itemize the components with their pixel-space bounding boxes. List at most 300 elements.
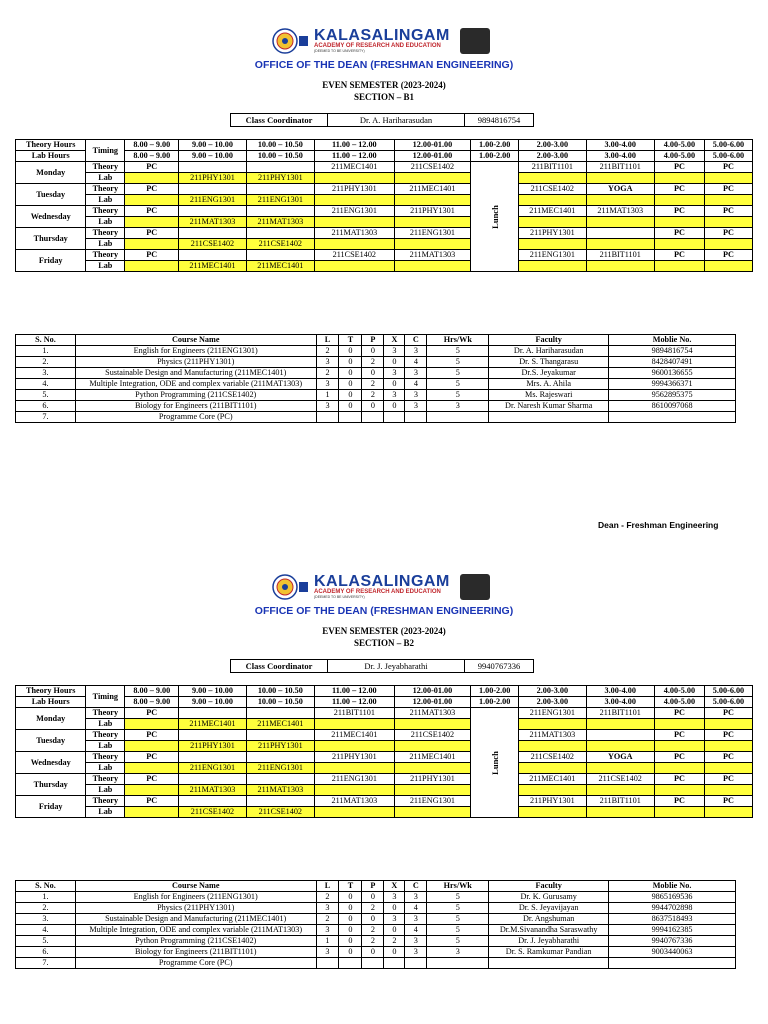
course-header-hrs: Hrs/Wk	[427, 335, 489, 346]
day-label: Friday	[16, 250, 86, 272]
timetable-cell	[246, 206, 314, 217]
course-faculty: Dr. K. Gurusamy	[489, 892, 609, 903]
course-x: 2	[384, 936, 405, 947]
timetable-cell	[179, 206, 246, 217]
course-t: 0	[339, 914, 362, 925]
course-x: 0	[384, 925, 405, 936]
course-x	[384, 412, 405, 423]
lunch-cell	[471, 162, 519, 272]
course-c: 4	[405, 357, 427, 368]
course-hrs: 5	[427, 936, 489, 947]
slot-header: 2.00-3.00	[519, 151, 586, 162]
course-faculty	[489, 412, 609, 423]
timetable-cell: 211MAT1303	[315, 228, 395, 239]
timetable-cell: 211MEC1401	[315, 162, 395, 173]
timetable-cell: 211MEC1401	[394, 184, 471, 195]
timetable-cell	[654, 261, 704, 272]
row-type: Theory	[86, 162, 125, 173]
timetable-cell	[179, 730, 246, 741]
course-sno: 2.	[16, 357, 76, 368]
course-header-x: X	[384, 881, 405, 892]
slot-header: 12.00-01.00	[394, 697, 471, 708]
slot-header: 4.00-5.00	[654, 151, 704, 162]
seal-icon	[272, 574, 310, 600]
timetable-cell: 211ENG1301	[394, 796, 471, 807]
course-header-sno: S. No.	[16, 335, 76, 346]
day-label: Wednesday	[16, 752, 86, 774]
course-header-mobile: Moblie No.	[609, 335, 736, 346]
course-mobile: 8610097068	[609, 401, 736, 412]
timetable-cell: 211CSE1402	[246, 807, 314, 818]
course-c: 3	[405, 936, 427, 947]
slot-header: 1.00-2.00	[471, 140, 519, 151]
timetable-cell: PC	[654, 184, 704, 195]
timetable-cell	[125, 173, 179, 184]
course-l: 3	[316, 357, 339, 368]
timetable-cell	[315, 807, 395, 818]
course-x: 3	[384, 390, 405, 401]
theory-hours-label: Theory Hours	[16, 140, 86, 151]
course-p: 0	[362, 892, 384, 903]
course-mobile	[609, 958, 736, 969]
timetable-cell	[394, 173, 471, 184]
institution-subtitle: ACADEMY OF RESEARCH AND EDUCATION	[314, 43, 441, 49]
timetable-cell: PC	[125, 250, 179, 261]
course-faculty: Dr. S. Jeyavijayan	[489, 903, 609, 914]
course-mobile: 8637518493	[609, 914, 736, 925]
course-mobile: 9562895375	[609, 390, 736, 401]
slot-header: 5.00-6.00	[704, 140, 752, 151]
timetable-cell	[586, 217, 654, 228]
timetable-cell	[246, 752, 314, 763]
timetable-cell	[586, 228, 654, 239]
timetable-cell	[179, 752, 246, 763]
course-p	[362, 958, 384, 969]
institution-name: KALASALINGAM	[314, 27, 450, 44]
timetable-cell	[125, 807, 179, 818]
timetable-cell	[704, 785, 752, 796]
slot-header: 3.00-4.00	[586, 686, 654, 697]
timetable-cell: 211MAT1303	[394, 250, 471, 261]
timetable-cell	[586, 730, 654, 741]
slot-header: 10.00 – 10.50	[246, 151, 314, 162]
timetable-cell	[246, 708, 314, 719]
timetable-cell	[315, 785, 395, 796]
timetable-cell: 211ENG1301	[315, 206, 395, 217]
course-x: 3	[384, 892, 405, 903]
timetable-cell: PC	[654, 228, 704, 239]
timing-label: Timing	[86, 686, 125, 708]
timetable-cell	[315, 763, 395, 774]
course-header-faculty: Faculty	[489, 881, 609, 892]
timetable-cell	[704, 741, 752, 752]
course-x	[384, 958, 405, 969]
timetable-cell: PC	[125, 774, 179, 785]
coordinator-name: Dr. A. Hariharasudan	[328, 114, 465, 127]
slot-header: 12.00-01.00	[394, 140, 471, 151]
course-t: 0	[339, 346, 362, 357]
course-header-c: C	[405, 335, 427, 346]
timetable-cell: 211PHY1301	[519, 228, 586, 239]
timetable-cell: 211PHY1301	[179, 173, 246, 184]
course-l: 3	[316, 401, 339, 412]
timetable-cell	[315, 239, 395, 250]
timetable-cell: PC	[654, 774, 704, 785]
timetable-grid	[15, 139, 753, 272]
timetable-cell: 211CSE1402	[246, 239, 314, 250]
timetable-cell	[315, 741, 395, 752]
timetable-cell: 211ENG1301	[246, 763, 314, 774]
course-t: 0	[339, 368, 362, 379]
timetable-section	[0, 28, 768, 448]
course-t: 0	[339, 892, 362, 903]
row-type: Theory	[86, 250, 125, 261]
timetable-cell: 211CSE1402	[519, 184, 586, 195]
timetable-cell: 211ENG1301	[394, 228, 471, 239]
timetable-cell: PC	[125, 796, 179, 807]
course-header-l: L	[316, 335, 339, 346]
timetable-cell: 211MEC1401	[246, 719, 314, 730]
course-mobile: 9600136655	[609, 368, 736, 379]
coordinator-phone: 9940767336	[465, 660, 534, 673]
course-hrs: 5	[427, 390, 489, 401]
timetable-cell	[654, 741, 704, 752]
timetable-cell	[586, 195, 654, 206]
timetable-cell: 211ENG1301	[246, 195, 314, 206]
timetable-cell	[394, 807, 471, 818]
course-t: 0	[339, 947, 362, 958]
timetable-cell: YOGA	[586, 184, 654, 195]
timetable-cell: 211PHY1301	[246, 173, 314, 184]
timetable-cell: 211BIT1101	[315, 708, 395, 719]
timetable-cell	[179, 162, 246, 173]
semester-title: EVEN SEMESTER (2023-2024)	[322, 80, 446, 90]
timetable-cell	[179, 228, 246, 239]
row-type: Lab	[86, 173, 125, 184]
timetable-cell: 211PHY1301	[315, 752, 395, 763]
course-header-name: Course Name	[75, 881, 316, 892]
timetable-cell: 211MAT1303	[586, 206, 654, 217]
theory-hours-label: Theory Hours	[16, 686, 86, 697]
slot-header: 9.00 – 10.00	[179, 140, 246, 151]
timetable-cell	[179, 184, 246, 195]
timetable-cell: PC	[125, 752, 179, 763]
slot-header: 2.00-3.00	[519, 686, 586, 697]
timetable-cell: 211CSE1402	[586, 774, 654, 785]
timetable-cell: 211BIT1101	[586, 162, 654, 173]
timetable-cell	[179, 708, 246, 719]
timetable-grid	[15, 685, 753, 818]
course-p: 2	[362, 936, 384, 947]
course-name: Sustainable Design and Manufacturing (211MEC1401)	[75, 914, 316, 925]
course-faculty: Dr. J. Jeyabharathi	[489, 936, 609, 947]
course-hrs: 5	[427, 914, 489, 925]
course-name: Programme Core (PC)	[75, 958, 316, 969]
timetable-cell	[125, 785, 179, 796]
office-title: OFFICE OF THE DEAN (FRESHMAN ENGINEERING)	[254, 605, 514, 617]
course-p: 2	[362, 903, 384, 914]
timetable-cell	[654, 173, 704, 184]
course-header-c: C	[405, 881, 427, 892]
slot-header: 2.00-3.00	[519, 697, 586, 708]
course-name: Physics (211PHY1301)	[75, 357, 316, 368]
course-mobile: 9994162385	[609, 925, 736, 936]
course-l: 2	[316, 892, 339, 903]
slot-header: 5.00-6.00	[704, 151, 752, 162]
day-label: Wednesday	[16, 206, 86, 228]
course-l: 3	[316, 379, 339, 390]
timetable-cell: PC	[704, 730, 752, 741]
timetable-cell	[519, 261, 586, 272]
course-t	[339, 412, 362, 423]
course-c: 3	[405, 892, 427, 903]
lunch-label: Lunch	[489, 204, 500, 229]
slot-header: 10.00 – 10.50	[246, 140, 314, 151]
course-header-t: T	[339, 881, 362, 892]
slot-header: 4.00-5.00	[654, 697, 704, 708]
course-x: 0	[384, 947, 405, 958]
timetable-cell: 211MEC1401	[519, 774, 586, 785]
timetable-cell	[394, 763, 471, 774]
course-sno: 2.	[16, 903, 76, 914]
course-p: 2	[362, 390, 384, 401]
timetable-cell: 211ENG1301	[315, 774, 395, 785]
course-sno: 4.	[16, 925, 76, 936]
course-header-sno: S. No.	[16, 881, 76, 892]
course-header-t: T	[339, 335, 362, 346]
timetable-cell	[246, 162, 314, 173]
course-c: 3	[405, 390, 427, 401]
timetable-cell	[704, 763, 752, 774]
timetable-cell	[394, 261, 471, 272]
course-t: 0	[339, 936, 362, 947]
timetable-cell	[519, 719, 586, 730]
timetable-cell: PC	[704, 708, 752, 719]
timetable-cell: PC	[704, 250, 752, 261]
slot-header: 1.00-2.00	[471, 151, 519, 162]
timetable-cell: 211MAT1303	[179, 217, 246, 228]
timetable-cell: 211PHY1301	[315, 184, 395, 195]
slot-header: 11.00 – 12.00	[315, 140, 395, 151]
day-label: Thursday	[16, 774, 86, 796]
timetable-cell	[125, 195, 179, 206]
class-coordinator-table	[230, 659, 534, 673]
slot-header: 12.00-01.00	[394, 151, 471, 162]
course-faculty: Dr. Angshuman	[489, 914, 609, 925]
row-type: Lab	[86, 807, 125, 818]
course-sno: 1.	[16, 346, 76, 357]
slot-header: 9.00 – 10.00	[179, 697, 246, 708]
timetable-cell: PC	[704, 228, 752, 239]
row-type: Lab	[86, 741, 125, 752]
timetable-cell	[246, 774, 314, 785]
course-x: 3	[384, 368, 405, 379]
course-t: 0	[339, 357, 362, 368]
course-t	[339, 958, 362, 969]
course-faculty	[489, 958, 609, 969]
section-title: SECTION – B1	[353, 92, 415, 102]
institution-logo	[272, 574, 494, 600]
course-mobile: 9940767336	[609, 936, 736, 947]
slot-header: 3.00-4.00	[586, 151, 654, 162]
course-hrs	[427, 958, 489, 969]
course-c: 4	[405, 925, 427, 936]
timetable-cell	[586, 807, 654, 818]
course-x: 0	[384, 357, 405, 368]
timetable-cell: PC	[125, 206, 179, 217]
timing-label: Timing	[86, 140, 125, 162]
course-c: 4	[405, 903, 427, 914]
timetable-cell	[394, 785, 471, 796]
timetable-cell: YOGA	[586, 752, 654, 763]
timetable-section	[0, 574, 768, 994]
timetable-cell	[125, 719, 179, 730]
course-c: 3	[405, 346, 427, 357]
course-hrs: 3	[427, 401, 489, 412]
course-l: 2	[316, 914, 339, 925]
timetable-cell: 211CSE1402	[394, 162, 471, 173]
timetable-cell: PC	[654, 206, 704, 217]
timetable-cell	[246, 796, 314, 807]
course-l	[316, 958, 339, 969]
timetable-cell: 211PHY1301	[394, 206, 471, 217]
slot-header: 8.00 – 9.00	[125, 697, 179, 708]
timetable-cell: 211CSE1402	[519, 752, 586, 763]
course-mobile: 9003440063	[609, 947, 736, 958]
course-c: 3	[405, 947, 427, 958]
course-header-faculty: Faculty	[489, 335, 609, 346]
timetable-cell: 211MEC1401	[519, 206, 586, 217]
course-mobile: 9994366371	[609, 379, 736, 390]
timetable-cell: 211MEC1401	[315, 730, 395, 741]
course-c: 3	[405, 401, 427, 412]
timetable-cell: 211PHY1301	[179, 741, 246, 752]
course-p: 2	[362, 357, 384, 368]
timetable-cell	[704, 261, 752, 272]
timetable-cell: 211BIT1101	[586, 250, 654, 261]
row-type: Lab	[86, 719, 125, 730]
slot-header: 4.00-5.00	[654, 686, 704, 697]
course-header-name: Course Name	[75, 335, 316, 346]
timetable-cell	[315, 173, 395, 184]
slot-header: 10.00 – 10.50	[246, 686, 314, 697]
founder-portrait	[460, 28, 490, 54]
timetable-cell: 211PHY1301	[246, 741, 314, 752]
row-type: Theory	[86, 796, 125, 807]
slot-header: 11.00 – 12.00	[315, 697, 395, 708]
timetable-cell	[394, 741, 471, 752]
course-header-mobile: Moblie No.	[609, 881, 736, 892]
course-t: 0	[339, 390, 362, 401]
timetable-cell	[315, 217, 395, 228]
timetable-cell	[704, 195, 752, 206]
seal-icon	[272, 28, 310, 54]
course-x: 0	[384, 903, 405, 914]
timetable-cell: 211ENG1301	[179, 763, 246, 774]
timetable-cell: 211MAT1303	[246, 217, 314, 228]
timetable-cell	[246, 730, 314, 741]
timetable-cell: PC	[704, 162, 752, 173]
timetable-cell: 211BIT1101	[519, 162, 586, 173]
row-type: Theory	[86, 774, 125, 785]
timetable-cell	[394, 719, 471, 730]
timetable-cell	[125, 741, 179, 752]
timetable-cell	[394, 217, 471, 228]
timetable-cell: 211MEC1401	[179, 719, 246, 730]
institution-subtitle: ACADEMY OF RESEARCH AND EDUCATION	[314, 589, 441, 595]
course-name: Biology for Engineers (211BIT1101)	[75, 401, 316, 412]
slot-header: 8.00 – 9.00	[125, 686, 179, 697]
course-faculty: Dr. S. Ramkumar Pandian	[489, 947, 609, 958]
timetable-cell: PC	[654, 796, 704, 807]
course-hrs: 5	[427, 903, 489, 914]
timetable-cell: PC	[704, 184, 752, 195]
day-label: Friday	[16, 796, 86, 818]
course-faculty: Dr.S. Jeyakumar	[489, 368, 609, 379]
course-faculty: Dr. A. Hariharasudan	[489, 346, 609, 357]
course-p: 0	[362, 947, 384, 958]
course-p: 0	[362, 368, 384, 379]
course-sno: 7.	[16, 412, 76, 423]
course-l: 3	[316, 947, 339, 958]
course-t: 0	[339, 379, 362, 390]
timetable-cell	[519, 785, 586, 796]
timetable-cell: 211ENG1301	[519, 250, 586, 261]
timetable-cell: PC	[654, 708, 704, 719]
institution-name: KALASALINGAM	[314, 573, 450, 590]
timetable-cell: 211PHY1301	[519, 796, 586, 807]
course-t: 0	[339, 925, 362, 936]
course-faculty: Dr. Naresh Kumar Sharma	[489, 401, 609, 412]
timetable-cell: PC	[704, 206, 752, 217]
timetable-cell	[125, 239, 179, 250]
course-l	[316, 412, 339, 423]
row-type: Theory	[86, 206, 125, 217]
timetable-cell	[586, 173, 654, 184]
slot-header: 11.00 – 12.00	[315, 151, 395, 162]
row-type: Theory	[86, 708, 125, 719]
slot-header: 3.00-4.00	[586, 140, 654, 151]
course-p: 0	[362, 346, 384, 357]
slot-header: 12.00-01.00	[394, 686, 471, 697]
course-x: 3	[384, 346, 405, 357]
timetable-cell	[519, 239, 586, 250]
timetable-cell	[704, 239, 752, 250]
course-c: 3	[405, 368, 427, 379]
timetable-cell	[519, 741, 586, 752]
course-x: 3	[384, 914, 405, 925]
timetable-cell	[654, 763, 704, 774]
course-name: English for Engineers (211ENG1301)	[75, 346, 316, 357]
course-l: 1	[316, 936, 339, 947]
slot-header: 4.00-5.00	[654, 140, 704, 151]
timetable-cell	[519, 173, 586, 184]
course-p: 2	[362, 925, 384, 936]
course-name: Python Programming (211CSE1402)	[75, 936, 316, 947]
timetable-cell	[125, 763, 179, 774]
timetable-cell: 211MAT1303	[179, 785, 246, 796]
institution-logo	[272, 28, 494, 54]
timetable-cell: 211MAT1303	[246, 785, 314, 796]
timetable-cell	[654, 195, 704, 206]
class-coordinator-table	[230, 113, 534, 127]
timetable-cell: 211MEC1401	[246, 261, 314, 272]
course-hrs: 5	[427, 357, 489, 368]
lunch-cell	[471, 708, 519, 818]
timetable-cell: 211BIT1101	[586, 708, 654, 719]
slot-header: 5.00-6.00	[704, 686, 752, 697]
coordinator-name: Dr. J. Jeyabharathi	[328, 660, 465, 673]
